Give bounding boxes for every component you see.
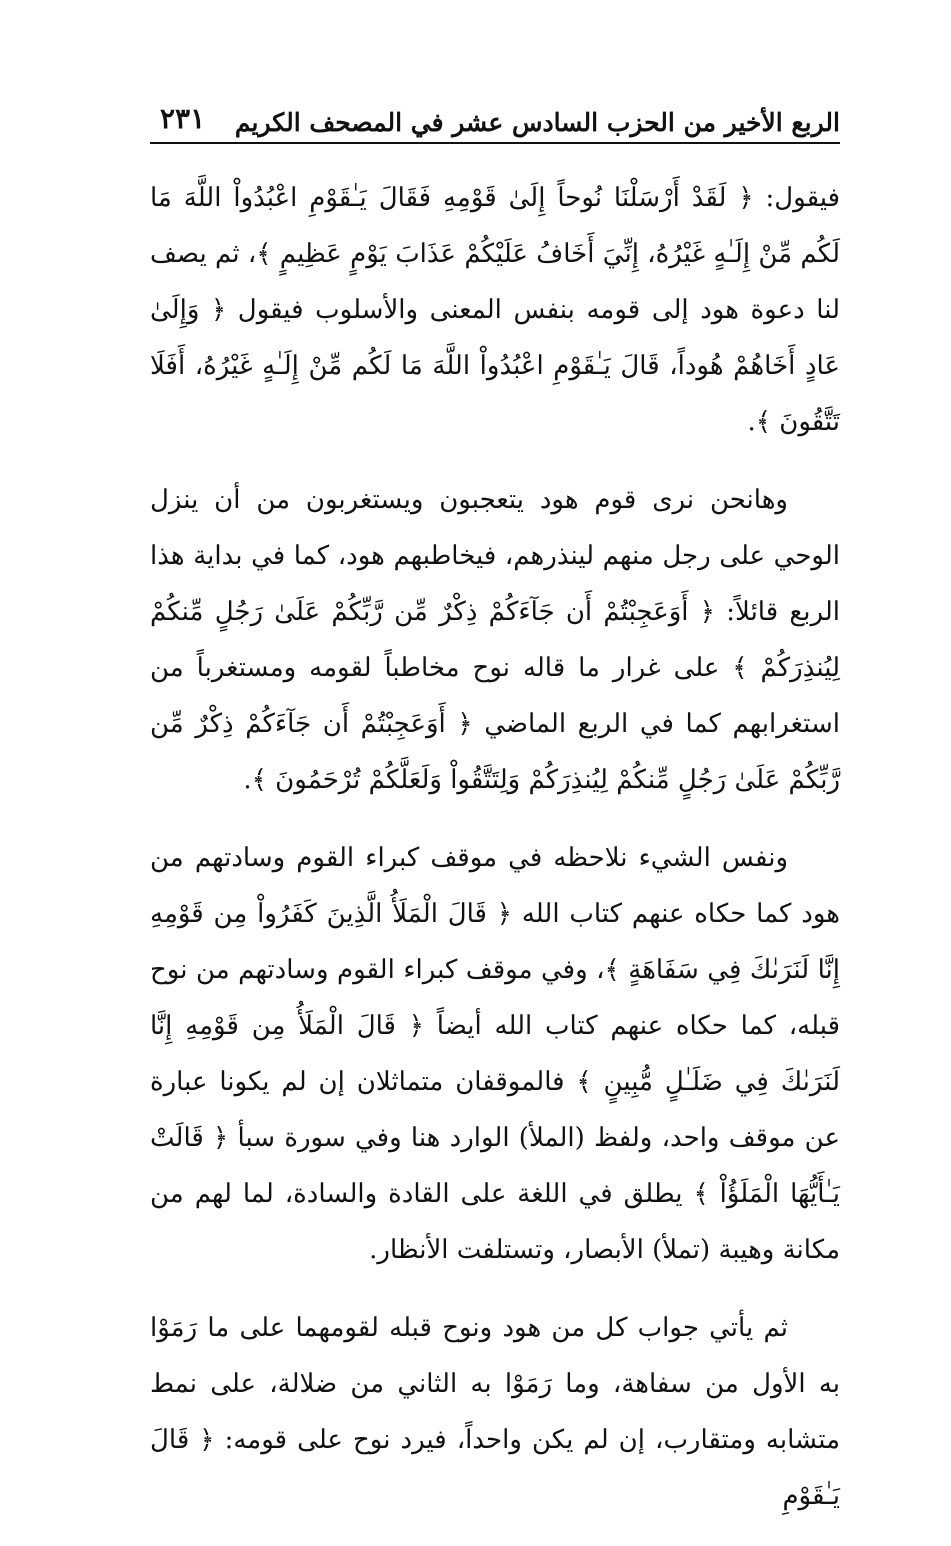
header-rule xyxy=(150,142,840,144)
paragraph-2: وهانحن نرى قوم هود يتعجبون ويستغربون من أن ينزل الوحي على رجل منهم لينذرهم، فيخاطبهم هود، كما في بداية هذا الربع قائلاً: ﴿ أَوَعَجِبْتُمْ أَن جَآءَكُمْ ذِكْرٌ مِّن رَّبِّكُمْ عَلَىٰ رَجُلٍ مِّنكُمْ لِيُنذِرَكُمْ ﴾ على غرار ما قاله نوح مخاطباً لقومه ومستغرباً من استغرابهم كما في الربع الماضي ﴿ أَوَعَجِبْتُمْ أَن جَآءَكُمْ ذِكْرٌ مِّن رَّبِّكُمْ عَلَىٰ رَجُلٍ مِّنكُمْ لِيُنذِرَكُمْ وَلِتَتَّقُواْ وَلَعَلَّكُمْ تُرْحَمُونَ ﴾. xyxy=(150,485,840,795)
page-number: ٢٣١ xyxy=(160,102,206,135)
paragraph-4: ثم يأتي جواب كل من هود ونوح قبله لقومهما على ما رَمَوْا به الأول من سفاهة، وما رَمَوْا به الثاني من ضلالة، على نمط متشابه ومتقارب، إن لم يكن واحداً، فيرد نوح على قومه: ﴿ قَالَ يَـٰقَوْمِ xyxy=(150,1313,840,1511)
body-text xyxy=(150,170,840,1546)
paragraph-1: فيقول: ﴿ لَقَدْ أَرْسَلْنَا نُوحاً إِلَىٰ قَوْمِهِ فَقَالَ يَـٰقَوْمِ اعْبُدُواْ اللَّهَ مَا لَكُم مِّنْ إِلَـٰهٍ غَيْرُهُ، إِنِّيَ أَخَافُ عَلَيْكُمْ عَذَابَ يَوْمٍ عَظِيمٍ ﴾، ثم يصف لنا دعوة هود إلى قومه بنفس المعنى والأسلوب فيقول ﴿ وَإِلَىٰ عَادٍ أَخَاهُمْ هُوداً، قَالَ يَـٰقَوْمِ اعْبُدُواْ اللَّهَ مَا لَكُم مِّنْ إِلَـٰهٍ غَيْرُهُ، أَفَلَا تَتَّقُونَ ﴾. xyxy=(150,183,840,437)
running-header xyxy=(150,96,840,140)
running-title: الربع الأخير من الحزب السادس عشر في المصحف الكريم xyxy=(234,108,840,137)
paragraph-3: ونفس الشيء نلاحظه في موقف كبراء القوم وسادتهم من هود كما حكاه عنهم كتاب الله ﴿ قَالَ الْمَلَأُ الَّذِينَ كَفَرُواْ مِن قَوْمِهِ إِنَّا لَنَرَىٰكَ فِي سَفَاهَةٍ ﴾، وفي موقف كبراء القوم وسادتهم من نوح قبله، كما حكاه عنهم كتاب الله أيضاً ﴿ قَالَ الْمَلَأُ مِن قَوْمِهِ إِنَّا لَنَرَىٰكَ فِي ضَلَـٰلٍ مُّبِينٍ ﴾ فالموقفان متماثلان إن لم يكونا عبارة عن موقف واحد، ولفظ (الملأ) الوارد هنا وفي سورة سبأ ﴿ قَالَتْ يَـٰأَيُّهَا الْمَلَؤُاْ ﴾ يطلق في اللغة على القادة والسادة، لما لهم من مكانة وهيبة (تملأ) الأبصار، وتستلفت الأنظار. xyxy=(150,843,840,1265)
